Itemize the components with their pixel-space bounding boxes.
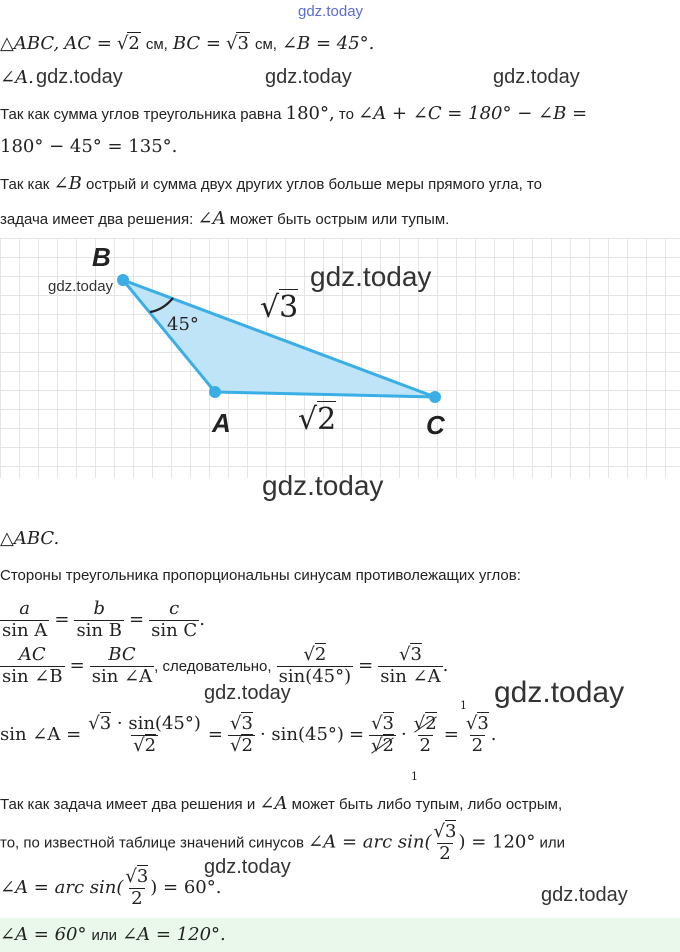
conclusion-line-3: ∠A = arc sin( $\frac{√3}{2}$ ) = 60°.: [0, 866, 222, 909]
unit-cm: см,: [254, 36, 277, 53]
vertex-c: [429, 391, 441, 403]
law-of-sines-formula: $\frac{a}{\text{sin A}}$ = $\frac{b}{\text{sin B}}$ = $\frac{c}{\text{sin C}}$ .: [2, 598, 205, 641]
sine-calculation: sin ∠A = $\frac{√3 \cdot \sin(45^\circ)}{√2}$ = $\frac{√3}{√2}$ · sin(45°) = $\frac{√3}{√2}$ · $\frac{√2}{2}$ = $\frac{√3}{2}$ .: [0, 713, 497, 756]
given-bc: BC =: [172, 33, 221, 54]
watermark: gdz.today: [36, 66, 123, 88]
watermark: gdz.today: [204, 856, 291, 878]
find-angle: ∠A.: [0, 67, 34, 88]
watermark: gdz.today: [310, 261, 432, 292]
sqrt-2: √2: [116, 33, 140, 54]
triangle-abc-text: △ABC.: [0, 528, 60, 549]
law-applied: $\frac{AC}{\sin \angle B}$ = $\frac{BC}{\sin \angle A}$ , следовательно, $\frac{√2}{\sin(45^\circ)}$ = $\frac{√3}{\sin \angle A}$ .: [2, 644, 449, 687]
given-line: [0, 33, 374, 54]
angle-label: 45°: [167, 314, 199, 335]
given-angle-b: ∠B = 45°.: [281, 33, 375, 54]
watermark: gdz.today: [204, 682, 291, 704]
vertex-a: [209, 386, 221, 398]
sum-line-1: Так как сумма углов треугольника равна 180°, то ∠A + ∠C = 180° − ∠B =: [0, 103, 588, 124]
cancel-one-bottom: 1: [411, 770, 418, 783]
vertex-b: [117, 274, 129, 286]
label-b: B: [92, 242, 111, 272]
answer-line: ∠A = 60° или ∠A = 120°.: [0, 924, 226, 945]
unit-cm: см,: [145, 36, 168, 53]
watermark: gdz.today: [494, 676, 625, 709]
side-ac-label: √2: [298, 402, 337, 437]
law-of-sines-text: Стороны треугольника пропорциональны синусам противолежащих углов:: [0, 567, 521, 584]
label-c: C: [426, 410, 445, 440]
watermark: gdz.today: [493, 66, 580, 88]
label-a: A: [212, 408, 231, 438]
conclusion-line-2: то, по известной таблице значений синусов ∠A = arc sin( $\frac{√3}{2}$ ) = 120° или: [0, 821, 566, 864]
acute-line-2: задача имеет два решения: ∠A может быть острым или тупым.: [0, 208, 450, 229]
triangle-figure: [0, 238, 680, 478]
watermark: gdz.today: [262, 470, 384, 501]
sum-line-2: 180° − 45° = 135°.: [0, 136, 178, 157]
acute-line-1: Так как ∠B острый и сумма двух других углов больше меры прямого угла, то: [0, 173, 542, 194]
watermark: gdz.today: [298, 3, 364, 20]
watermark: gdz.today: [48, 278, 114, 295]
given-triangle: △ABC,: [0, 33, 60, 54]
watermark: gdz.today: [265, 66, 352, 88]
watermark: gdz.today: [541, 884, 628, 906]
sqrt-3: √3: [225, 33, 249, 54]
cancel-one-top: 1: [460, 699, 467, 712]
conclusion-line-1: Так как задача имеет два решения и ∠A может быть либо тупым, либо острым,: [0, 793, 563, 814]
side-bc-label: √3: [260, 290, 299, 325]
given-ac: AC =: [64, 33, 112, 54]
